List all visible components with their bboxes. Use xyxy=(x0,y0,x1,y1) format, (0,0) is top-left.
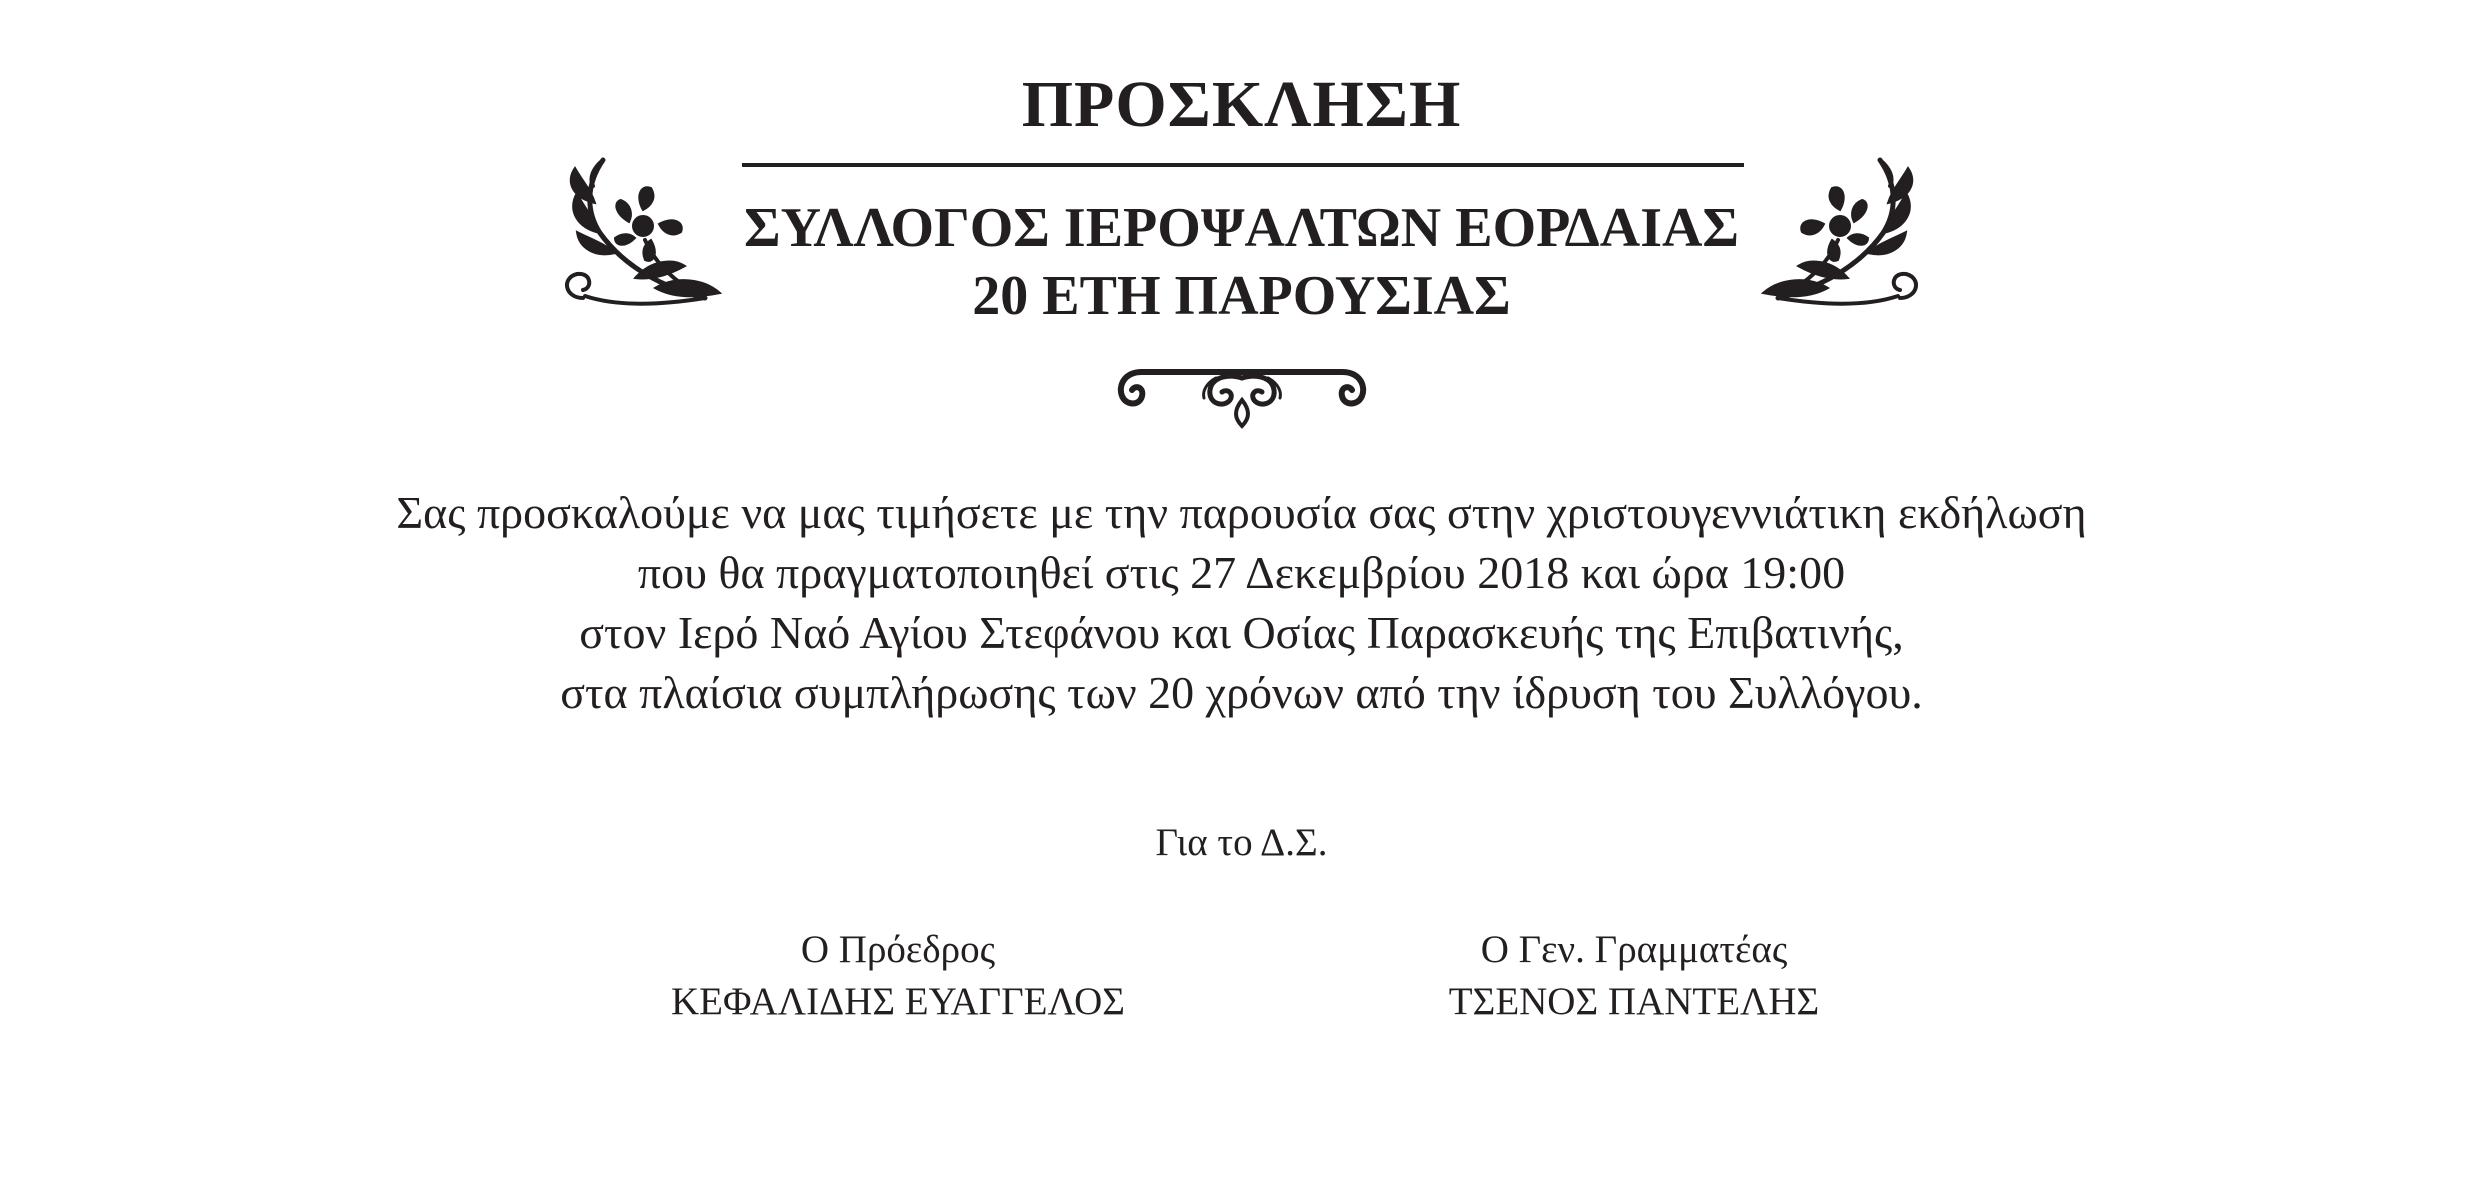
invitation-title: ΠΡΟΣΚΛΗΣΗ xyxy=(1021,68,1462,141)
signature-name: ΚΕΦΑΛΙΔΗΣ ΕΥΑΓΓΕΛΟΣ xyxy=(671,980,1125,1023)
anniversary-subtitle: 20 ΕΤΗ ΠΑΡΟΥΣΙΑΣ xyxy=(972,265,1511,327)
scroll-divider-icon xyxy=(1112,356,1372,430)
body-line: που θα πραγματοποιηθεί στις 27 Δεκεμβρίου 2018 και ώρα 19:00 xyxy=(637,547,1846,598)
organization-name: ΣΥΛΛΟΓΟΣ ΙΕΡΟΨΑΛΤΩΝ ΕΟΡΔΑΙΑΣ xyxy=(743,197,1740,259)
signature-secretary xyxy=(1314,924,1954,1028)
signature-role: Ο Πρόεδρος xyxy=(800,928,996,971)
title-underline xyxy=(742,163,1744,167)
signature-president xyxy=(578,924,1218,1028)
body-line: στον Ιερό Ναό Αγίου Στεφάνου και Οσίας Παρασκευής της Επιβατινής, xyxy=(579,607,1904,658)
body-line: στα πλαίσια συμπλήρωσης των 20 χρόνων από την ίδρυση του Συλλόγου. xyxy=(560,667,1923,718)
invitation-body xyxy=(0,483,2483,723)
board-label: Για το Δ.Σ. xyxy=(1155,821,1328,864)
signature-role: Ο Γεν. Γραμματέας xyxy=(1480,928,1788,971)
body-line: Σας προσκαλούμε να μας τιμήσετε με την παρουσία σας στην χριστουγεννιάτικη εκδήλωση xyxy=(396,487,2087,538)
signature-name: ΤΣΕΝΟΣ ΠΑΝΤΕΛΗΣ xyxy=(1448,980,1820,1023)
